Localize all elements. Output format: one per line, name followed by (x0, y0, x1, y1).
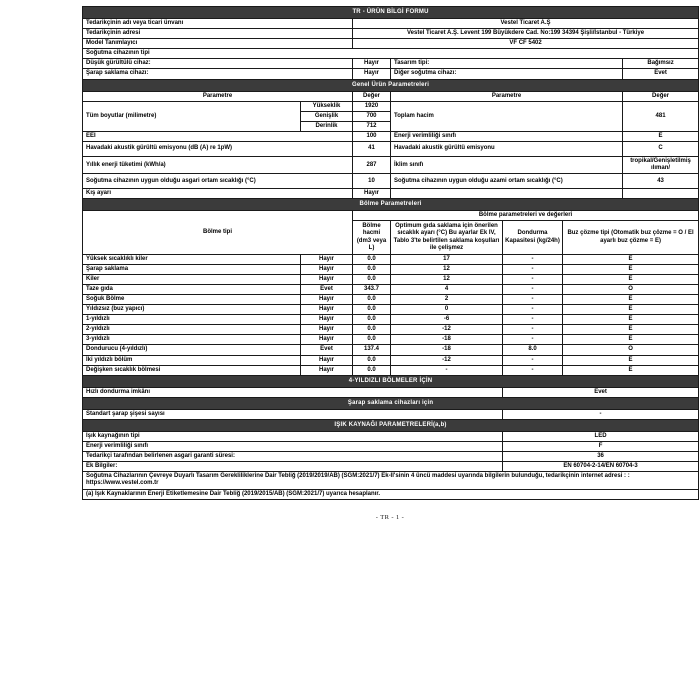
compartment-volume: 0.0 (353, 315, 391, 325)
supplier-address-value: Vestel Ticaret A.Ş. Levent 199 Büyükdere Cad. No:199 34394 Şişli/İstanbul - Türkiye (353, 29, 699, 39)
table-row (83, 315, 699, 325)
compartment-freezing-capacity: - (503, 254, 563, 264)
compartment-volume-header: Bölme hacmi (dm3 veya L) (353, 221, 391, 254)
appliance-type-row (83, 49, 699, 59)
footnote-a: (a) Işık Kaynaklarının Enerji Etiketlemesine Dair Tebliğ (2019/2015/AB) (SGM:2021/7) uyarıca hesaplanır. (83, 489, 699, 499)
fast-freeze-value: Evet (503, 387, 699, 397)
compartment-volume: 0.0 (353, 295, 391, 305)
table-row (83, 295, 699, 305)
compartment-freezing-capacity: - (503, 365, 563, 375)
compartment-temperature: -18 (391, 345, 503, 355)
column-header-parameter: Parametre (83, 91, 353, 101)
column-header-parameter-2: Parametre (391, 91, 623, 101)
compartment-volume: 0.0 (353, 335, 391, 345)
compartment-defrost-type: E (563, 264, 699, 274)
wine-band-row (83, 397, 699, 409)
dimensions-label: Tüm boyutlar (milimetre) (83, 101, 301, 131)
compartment-defrost-type: O (563, 284, 699, 294)
compartment-freezing-capacity: - (503, 295, 563, 305)
winter-setting-spacer-2 (623, 189, 699, 199)
light-type-value: LED (503, 432, 699, 442)
compartment-temperature: 2 (391, 295, 503, 305)
supplier-name-value: Vestel Ticaret A.Ş (353, 19, 699, 29)
compartment-present: Hayır (301, 254, 353, 264)
supplier-address-row (83, 29, 699, 39)
compartment-temperature: -12 (391, 355, 503, 365)
compartment-type: Yüksek sıcaklıklı kiler (83, 254, 301, 264)
max-ambient-label: Soğutma cihazının uygun olduğu azami ortam sıcaklığı (°C) (391, 174, 623, 189)
min-ambient-label: Soğutma cihazının uygun olduğu asgari ortam sıcaklığı (°C) (83, 174, 353, 189)
document-title-row (83, 7, 699, 19)
compartment-volume: 0.0 (353, 274, 391, 284)
warranty-row (83, 452, 699, 462)
compartment-present: Hayır (301, 315, 353, 325)
light-source-band: IŞIK KAYNAĞI PARAMETRELERİ(a,b) (83, 419, 699, 431)
compartment-defrost-type: E (563, 335, 699, 345)
eei-value: 100 (353, 131, 391, 141)
annual-energy-value: 287 (353, 157, 391, 174)
compartment-freezing-capacity: - (503, 355, 563, 365)
wine-bottle-count-value: - (503, 409, 699, 419)
noise-emission-row (83, 142, 699, 157)
table-row (83, 325, 699, 335)
four-star-band: 4-YILDIZLI BÖLMELER İÇİN (83, 375, 699, 387)
web-note-row (83, 472, 699, 489)
compartment-type: İki yıldızlı bölüm (83, 355, 301, 365)
energy-class-label: Enerji verimliliği sınıfı (391, 131, 623, 141)
supplier-name-row (83, 19, 699, 29)
compartment-freezing-capacity: - (503, 325, 563, 335)
compartment-defrost-type: E (563, 274, 699, 284)
compartment-present: Hayır (301, 295, 353, 305)
compartment-group-header-row (83, 211, 699, 221)
compartment-temperature: 12 (391, 274, 503, 284)
additional-info-row (83, 462, 699, 472)
table-row (83, 355, 699, 365)
compartment-temperature: 12 (391, 264, 503, 274)
noise-class-value: C (623, 142, 699, 157)
annual-energy-row (83, 157, 699, 174)
additional-info-value: EN 60704-2-14/EN 60704-3 (503, 462, 699, 472)
noise-emission-label: Havadaki akustik gürültü emisyonu (dB (A) re 1pW) (83, 142, 353, 157)
design-type-value: Bağımsız (623, 59, 699, 69)
wine-bottle-count-row (83, 409, 699, 419)
other-appliance-value: Evet (623, 69, 699, 79)
compartment-defrost-type: E (563, 355, 699, 365)
compartment-freezing-capacity: - (503, 284, 563, 294)
compartment-present: Hayır (301, 305, 353, 315)
footnote-a-row (83, 489, 699, 499)
fast-freeze-label: Hızlı dondurma imkânı (83, 387, 503, 397)
model-row (83, 39, 699, 49)
document-title: TR - ÜRÜN BİLGİ FORMU (83, 7, 699, 19)
table-row (83, 305, 699, 315)
compartment-volume: 0.0 (353, 305, 391, 315)
compartment-type: Kiler (83, 274, 301, 284)
min-ambient-row (83, 174, 699, 189)
climate-class-label: İklim sınıfı (391, 157, 623, 174)
compartment-defrost-type: E (563, 365, 699, 375)
general-parameters-header-row (83, 91, 699, 101)
compartment-defrost-type: E (563, 254, 699, 264)
additional-info-label: Ek Bilgiler: (83, 462, 503, 472)
compartment-present: Evet (301, 284, 353, 294)
compartment-type: Değişken sıcaklık bölmesi (83, 365, 301, 375)
compartment-present: Hayır (301, 274, 353, 284)
appliance-type-label: Soğutma cihazının tipi (83, 49, 699, 59)
compartment-type: Soğuk Bölme (83, 295, 301, 305)
fast-freeze-row (83, 387, 699, 397)
wine-storage-band: Şarap saklama cihazları için (83, 397, 699, 409)
general-parameters-band: Genel Ürün Parametreleri (83, 79, 699, 91)
wine-appliance-value: Hayır (353, 69, 391, 79)
low-noise-row (83, 59, 699, 69)
light-source-band-row (83, 419, 699, 431)
winter-setting-value: Hayır (353, 189, 391, 199)
dimension-value-depth: 712 (353, 121, 391, 131)
column-header-value: Değer (353, 91, 391, 101)
compartment-temperature: 0 (391, 305, 503, 315)
dimension-value-width: 700 (353, 111, 391, 121)
compartment-temperature-header: Optimum gıda saklama için önerilen sıcaklık ayarı (°C) Bu ayarlar Ek IV, Tablo 3'te belirtilen saklama koşulları ile çelişmez (391, 221, 503, 254)
compartment-type-header: Bölme tipi (83, 211, 353, 254)
compartment-type: 3-yıldızlı (83, 335, 301, 345)
table-row (83, 345, 699, 355)
wine-bottle-count-label: Standart şarap şişesi sayısı (83, 409, 503, 419)
compartment-temperature: 4 (391, 284, 503, 294)
dimension-value-height: 1920 (353, 101, 391, 111)
compartment-defrost-type: E (563, 315, 699, 325)
compartment-volume: 0.0 (353, 254, 391, 264)
warranty-label: Tedarikçi tarafından belirlenen asgari garanti süresi: (83, 452, 503, 462)
dimension-name-depth: Derinlik (301, 121, 353, 131)
wine-appliance-label: Şarap saklama cihazı: (83, 69, 353, 79)
annual-energy-label: Yıllık enerji tüketimi (kWh/a) (83, 157, 353, 174)
winter-setting-label: Kış ayarı (83, 189, 353, 199)
compartment-defrost-type: O (563, 345, 699, 355)
compartment-volume: 137.4 (353, 345, 391, 355)
model-label: Model Tanımlayıcı (83, 39, 353, 49)
product-information-table (82, 6, 699, 500)
low-noise-label: Düşük gürültülü cihaz: (83, 59, 353, 69)
warranty-value: 36 (503, 452, 699, 462)
eei-row (83, 131, 699, 141)
compartment-type: Şarap saklama (83, 264, 301, 274)
light-energy-class-label: Enerji verimliliği sınıfı (83, 442, 503, 452)
compartment-present: Hayır (301, 264, 353, 274)
compartment-freezing-capacity: 8.0 (503, 345, 563, 355)
noise-emission-value: 41 (353, 142, 391, 157)
compartment-freezing-capacity: - (503, 264, 563, 274)
compartment-volume: 0.0 (353, 264, 391, 274)
table-row (83, 274, 699, 284)
design-type-label: Tasarım tipi: (391, 59, 623, 69)
low-noise-value: Hayır (353, 59, 391, 69)
energy-class-value: E (623, 131, 699, 141)
model-value: VF CF 5402 (353, 39, 699, 49)
winter-setting-row (83, 189, 699, 199)
compartment-present: Evet (301, 345, 353, 355)
general-parameters-band-row (83, 79, 699, 91)
compartment-freezing-capacity: - (503, 305, 563, 315)
web-address-note: Soğutma Cihazlarının Çevreye Duyarlı Tasarım Gerekliliklerine Dair Tebliğ (2019/2019/AB) (SGM:2021/7) Ek-II'sinin 4 üncü maddesi uyarında bilgilerin bulunduğu, tedarikçinin internet adresi : : https://www.vestel.com.tr (83, 472, 699, 489)
compartment-parameters-band: Bölme Parametreleri (83, 199, 699, 211)
compartment-temperature: -12 (391, 325, 503, 335)
compartment-freezing-capacity: - (503, 335, 563, 345)
compartment-volume: 343.7 (353, 284, 391, 294)
winter-setting-spacer (391, 189, 623, 199)
min-ambient-value: 10 (353, 174, 391, 189)
compartment-temperature: -6 (391, 315, 503, 325)
compartment-defrost-type: E (563, 305, 699, 315)
four-star-band-row (83, 375, 699, 387)
wine-appliance-row (83, 69, 699, 79)
compartment-freezing-capacity-header: Dondurma Kapasitesi (kg/24h) (503, 221, 563, 254)
compartment-temperature: -18 (391, 335, 503, 345)
compartment-type: Taze gıda (83, 284, 301, 294)
compartment-type: 2-yıldızlı (83, 325, 301, 335)
light-energy-class-row (83, 442, 699, 452)
column-header-value-2: Değer (623, 91, 699, 101)
compartment-type: Yıldızsız (buz yapıcı) (83, 305, 301, 315)
light-type-label: Işık kaynağının tipi (83, 432, 503, 442)
compartment-temperature: 17 (391, 254, 503, 264)
max-ambient-value: 43 (623, 174, 699, 189)
dimension-row-height (83, 101, 699, 111)
dimension-name-height: Yükseklik (301, 101, 353, 111)
compartment-band-row (83, 199, 699, 211)
total-volume-value: 481 (623, 101, 699, 131)
light-type-row (83, 432, 699, 442)
supplier-address-label: Tedarikçinin adresi (83, 29, 353, 39)
compartment-defrost-type-header: Buz çözme tipi (Otomatik buz çözme = O / El ayarlı buz çözme = E) (563, 221, 699, 254)
climate-class-value: tropikal/Genişletilmiş ılıman/ (623, 157, 699, 174)
compartment-group-header: Bölme parametreleri ve değerleri (353, 211, 699, 221)
compartment-freezing-capacity: - (503, 315, 563, 325)
compartment-present: Hayır (301, 325, 353, 335)
other-appliance-label: Diğer soğutma cihazı: (391, 69, 623, 79)
noise-class-label: Havadaki akustik gürültü emisyonu (391, 142, 623, 157)
table-row (83, 254, 699, 264)
light-energy-class-value: F (503, 442, 699, 452)
compartment-type: 1-yıldızlı (83, 315, 301, 325)
table-row (83, 264, 699, 274)
dimension-name-width: Genişlik (301, 111, 353, 121)
table-row (83, 335, 699, 345)
table-row (83, 365, 699, 375)
compartment-present: Hayır (301, 365, 353, 375)
total-volume-label: Toplam hacim (391, 101, 623, 131)
compartment-temperature: - (391, 365, 503, 375)
compartment-volume: 0.0 (353, 355, 391, 365)
compartment-type: Dondurucu (4-yıldızlı) (83, 345, 301, 355)
compartment-freezing-capacity: - (503, 274, 563, 284)
page-footer: - TR - 1 - (375, 513, 405, 521)
compartment-volume: 0.0 (353, 325, 391, 335)
supplier-name-label: Tedarikçinin adı veya ticari ünvanı (83, 19, 353, 29)
compartment-defrost-type: E (563, 295, 699, 305)
table-row (83, 284, 699, 294)
eei-label: EEI (83, 131, 353, 141)
compartment-volume: 0.0 (353, 365, 391, 375)
compartment-defrost-type: E (563, 325, 699, 335)
compartment-present: Hayır (301, 355, 353, 365)
compartment-present: Hayır (301, 335, 353, 345)
